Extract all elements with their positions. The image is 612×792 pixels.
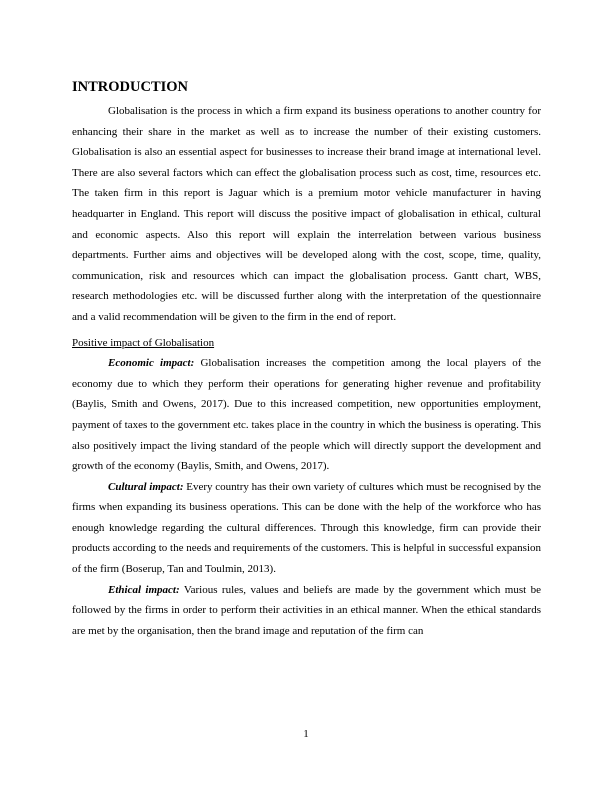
cultural-paragraph (72, 477, 541, 580)
section-heading: Positive impact of Globalisation (72, 336, 215, 349)
economic-lead: Economic impact: (108, 357, 195, 370)
page-title: INTRODUCTION (72, 79, 189, 95)
ethical-lead: Ethical impact: (108, 583, 180, 596)
cultural-lead: Cultural impact: (108, 480, 184, 493)
page-number: 1 (303, 728, 309, 740)
economic-paragraph (72, 353, 541, 477)
ethical-text: Various rules, values and beliefs are made by the government which must be followed by the firms in order to perform their activities in an ethical manner. When the ethical standards are met by the organisation, then the brand image and reputation of the firm can (72, 583, 541, 637)
ethical-paragraph (72, 580, 541, 642)
document-page (72, 78, 541, 641)
cultural-text: Every country has their own variety of cultures which must be recognised by the firms when expanding its business operations. This can be done with the help of the workforce who has enough knowledge regarding the cultural differences. Through this knowledge, firm can provide their products according to the needs and requirements of the customers. This is helpful in successful expansion of the firm (Boserup, Tan and Toulmin, 2013). (72, 480, 542, 576)
intro-paragraph: Globalisation is the process in which a firm expand its business operations to another country for enhancing their share in the market as well as to increase the number of their existing customers. Globalisation is also an essential aspect for businesses to increase their brand image at international level. There are also several factors which can effect the globalisation process such as cost, time, resources etc. The taken firm in this report is Jaguar which is a premium motor vehicle manufacturer in having headquarter in England. This report will discuss the positive impact of globalisation in ethical, cultural and economic aspects. Also this report will explain the interrelation between various business departments. Further aims and objectives will be developed along with the cost, scope, time, quality, communication, risk and resources which can impact the globalisation process. Gantt chart, WBS, research methodologies etc. will be discussed further along with the interpretation of the questionnaire and a valid recommendation will be given to the firm in the end of report. (72, 105, 541, 323)
economic-text: Globalisation increases the competition among the local players of the economy due to which they perform their operations for generating higher revenue and profitability (Baylis, Smith and Owens, 2017). Due to this increased competition, new opportunities employment, payment of taxes to the government etc. takes place in the country in which the business is operating. This also positively impact the living standard of the people which will directly support the development and growth of the economy (Baylis, Smith, and Owens, 2017). (72, 357, 542, 473)
